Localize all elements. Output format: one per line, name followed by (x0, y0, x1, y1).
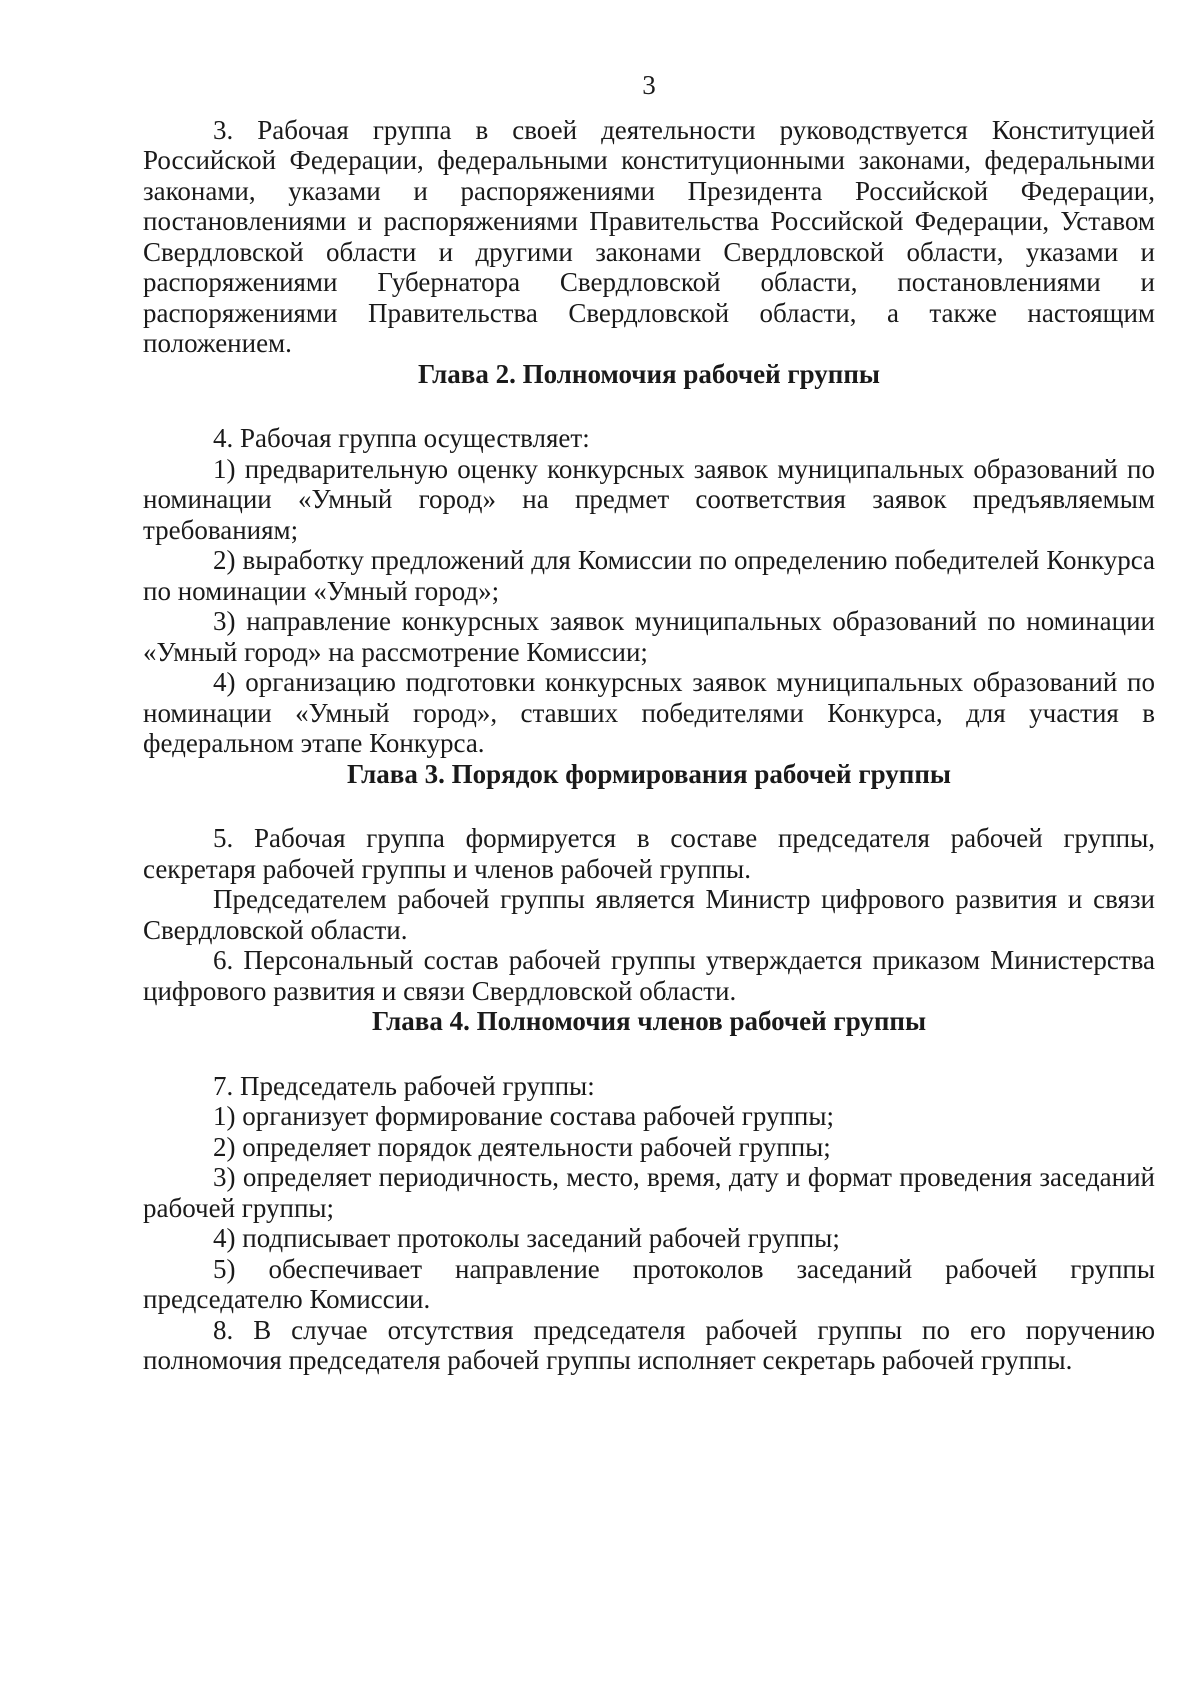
paragraph-3: 3. Рабочая группа в своей деятельности руководствуется Конституцией Российской Федерации, федеральными конституционными законами, федеральными законами, указами и распоряжениями Президента Российской Федерации, постановлениями и распоряжениями Правительства Российской Федерации, Уставом Свердловской области и другими законами Свердловской области, указами и распоряжениями Губернатора Свердловской области, постановлениями и распоряжениями Правительства Свердловской области, а также настоящим положением. (143, 114, 1155, 358)
list-item: 1) предварительную оценку конкурсных заявок муниципальных образований по номинации «Умный город» на предмет соответствия заявок предъявляемым требованиям; (143, 453, 1155, 545)
chapter-4-heading: Глава 4. Полномочия членов рабочей группы (371, 1006, 927, 1036)
paragraph-5-chair: Председателем рабочей группы является Министр цифрового развития и связи Свердловской области. (143, 884, 1155, 945)
list-item: 3) определяет периодичность, место, время, дату и формат проведения заседаний рабочей группы; (143, 1162, 1155, 1223)
page-number: 3 (642, 70, 656, 100)
list-item: 2) определяет порядок деятельности рабочей группы; (213, 1131, 831, 1162)
list-item: 5) обеспечивает направление протоколов заседаний рабочей группы председателю Комиссии. (143, 1253, 1155, 1314)
chapter-4-body (143, 1071, 1155, 1376)
list-item: 3) направление конкурсных заявок муниципальных образований по номинации «Умный город» на рассмотрение Комиссии; (143, 606, 1155, 667)
chapter-3-heading: Глава 3. Порядок формирования рабочей группы (347, 758, 951, 789)
paragraph-6: 6. Персональный состав рабочей группы утверждается приказом Министерства цифрового развития и связи Свердловской области. (143, 945, 1155, 1006)
paragraph-8: 8. В случае отсутствия председателя рабочей группы по его поручению полномочия председателя рабочей группы исполняет секретарь рабочей группы. (143, 1314, 1155, 1375)
list-item: 1) организует формирование состава рабочей группы; (213, 1101, 835, 1131)
paragraph-5: 5. Рабочая группа формируется в составе председателя рабочей группы, секретаря рабочей группы и членов рабочей группы. (143, 823, 1155, 884)
paragraph-4: 4. Рабочая группа осуществляет: (213, 423, 590, 453)
chapter-2-body (143, 423, 1155, 759)
list-item: 2) выработку предложений для Комиссии по определению победителей Конкурса по номинации «Умный город»; (143, 545, 1155, 606)
list-item: 4) подписывает протоколы заседаний рабочей группы; (213, 1223, 840, 1253)
document-page (143, 70, 1155, 1376)
paragraph-7: 7. Председатель рабочей группы: (213, 1070, 595, 1101)
list-item: 4) организацию подготовки конкурсных заявок муниципальных образований по номинации «Умный город», ставших победителями Конкурса, для участия в федеральном этапе Конкурса. (143, 667, 1155, 758)
chapter-3-body (143, 823, 1155, 1006)
chapter-2-heading: Глава 2. Полномочия рабочей группы (417, 358, 881, 389)
